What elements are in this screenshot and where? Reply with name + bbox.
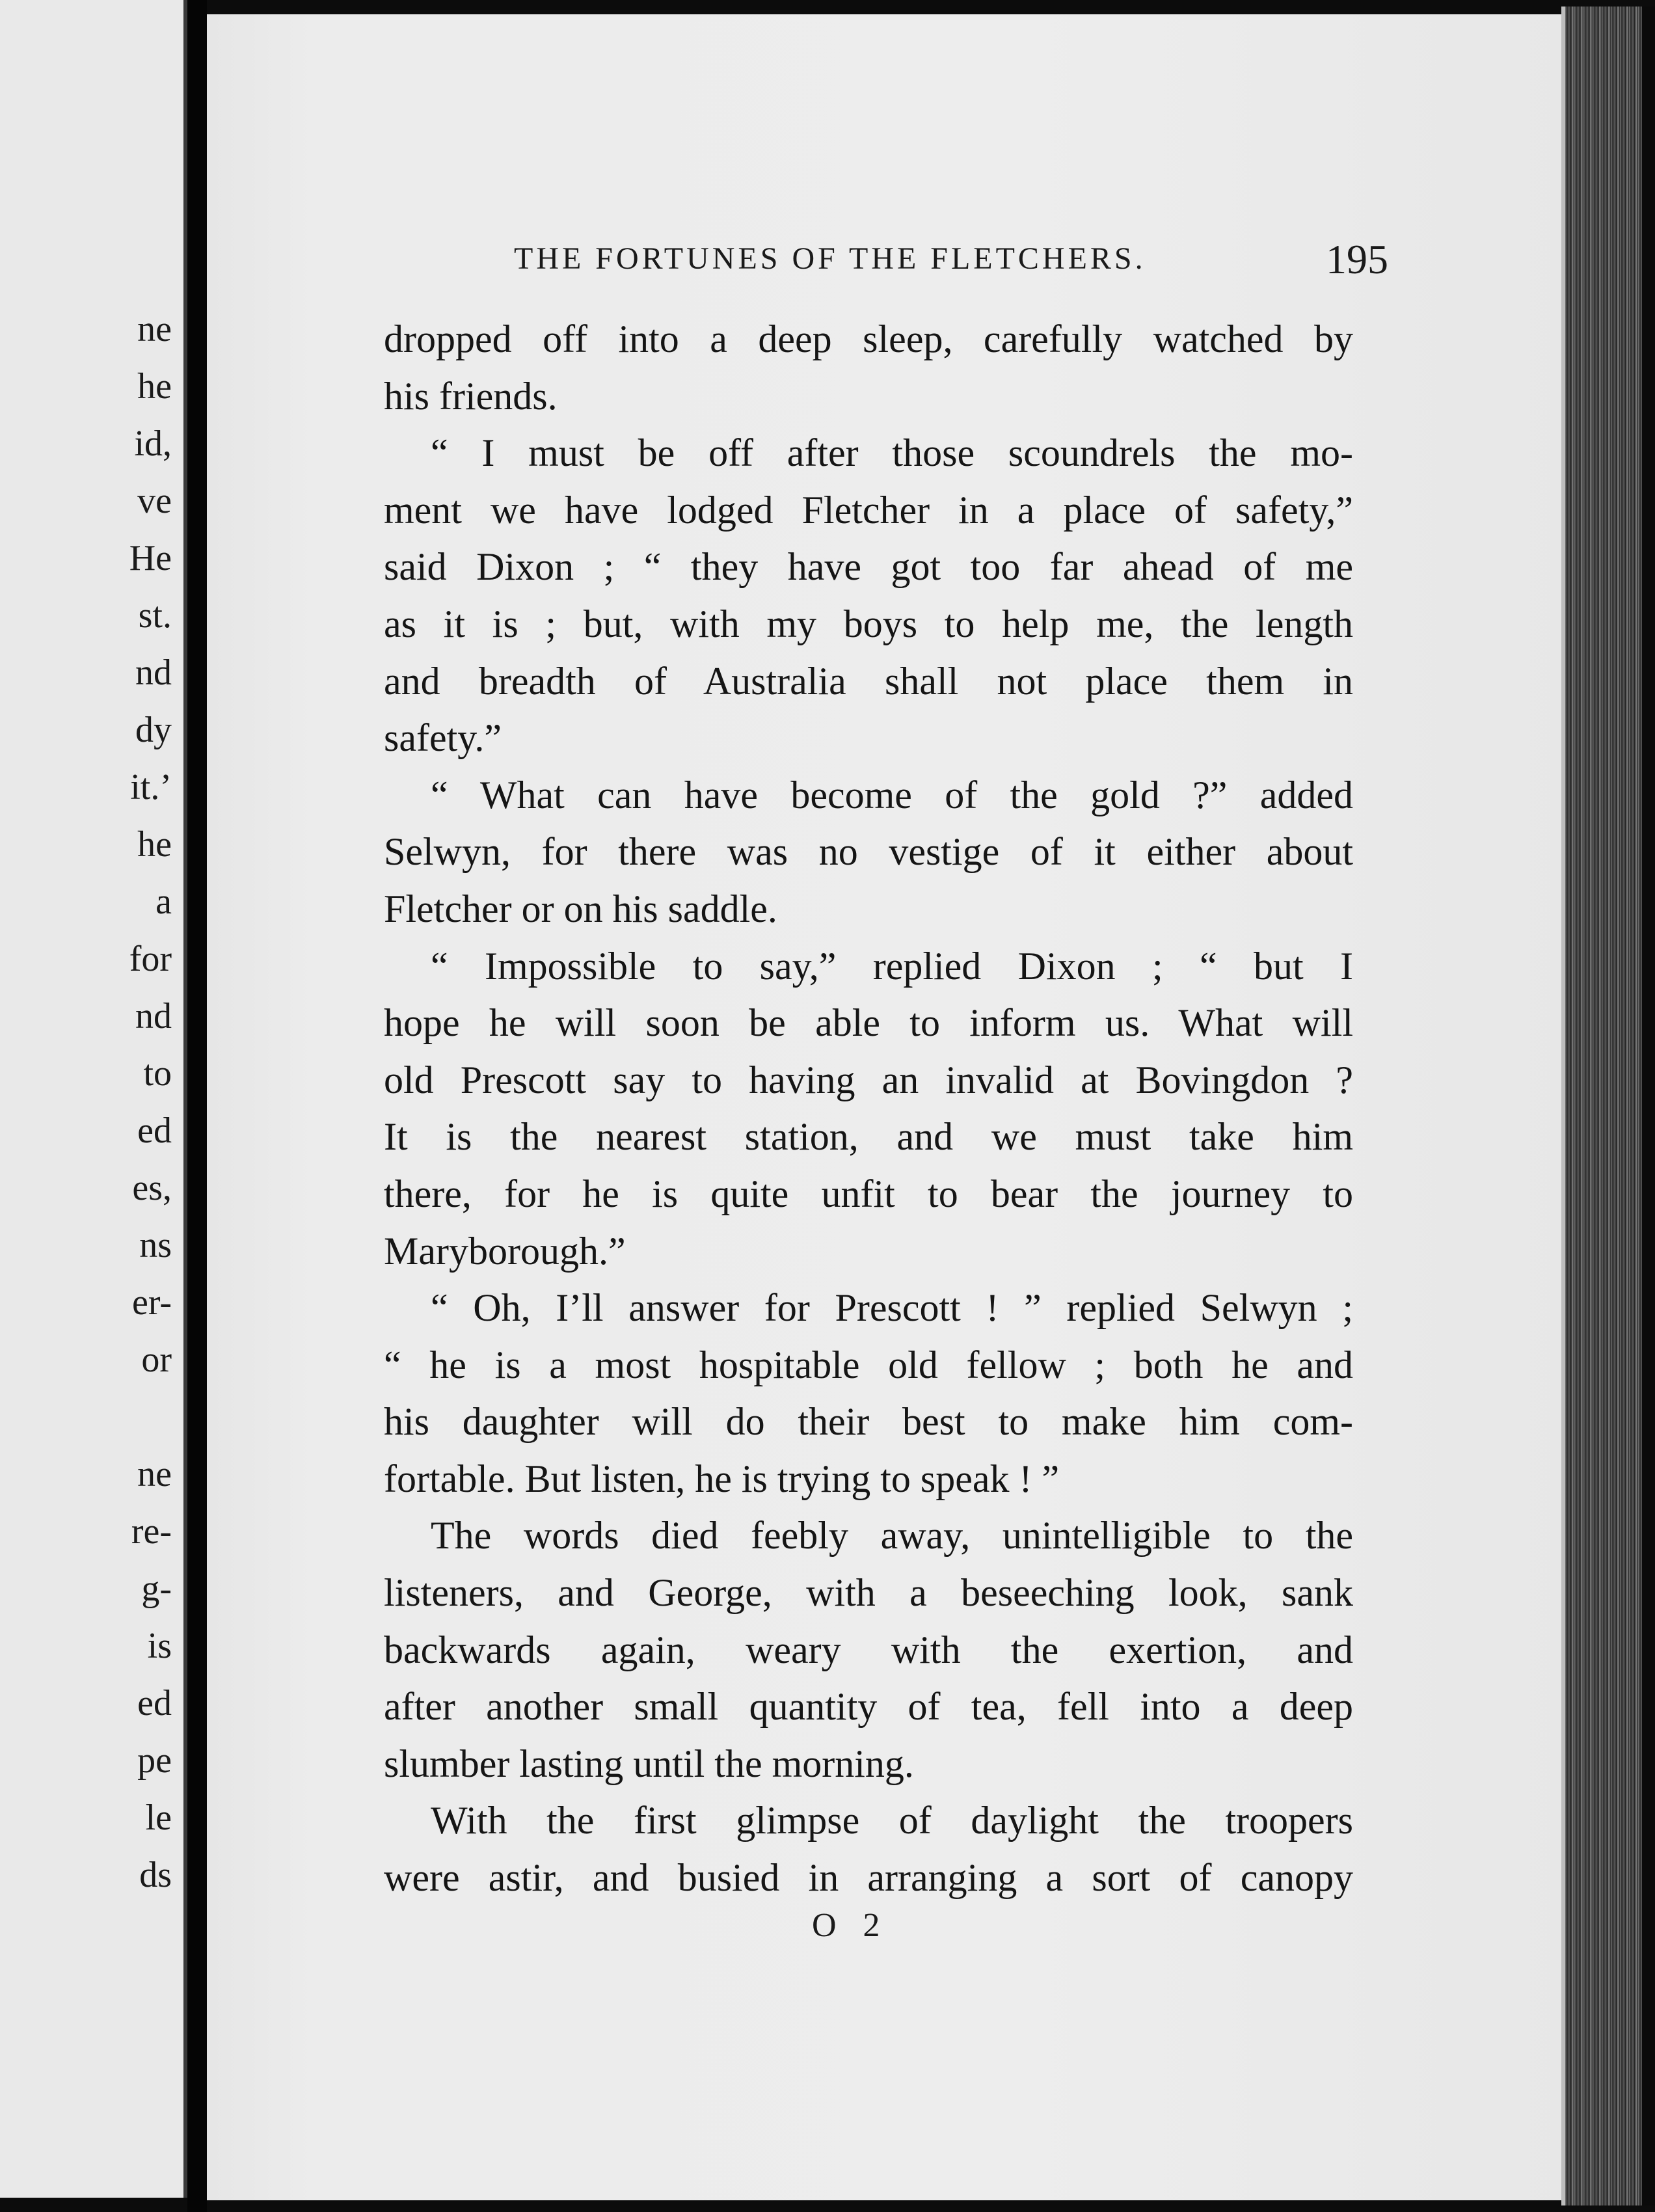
left-fragment: id,: [134, 424, 172, 464]
text-line: “ Oh, I’ll answer for Prescott ! ” replied Selwyn ;: [431, 1286, 1353, 1330]
left-fragment: ns: [139, 1225, 172, 1265]
left-fragment: ve: [137, 481, 172, 521]
book-gutter: [187, 0, 207, 2212]
left-fragment: ne: [137, 309, 172, 349]
text-line: ment we have lodged Fletcher in a place of safety,”: [384, 488, 1353, 532]
text-line: listeners, and George, with a beseeching look, sank: [384, 1571, 1353, 1615]
left-fragment: to: [143, 1053, 172, 1094]
text-line: and breadth of Australia shall not place them in: [384, 659, 1353, 703]
left-fragment: le: [145, 1798, 172, 1838]
left-fragment: he: [137, 366, 172, 407]
text-line: It is the nearest station, and we must take him: [384, 1115, 1353, 1159]
left-fragment: it.’: [130, 767, 172, 807]
text-line: Selwyn, for there was no vestige of it either about: [384, 830, 1353, 874]
left-fragment: st.: [138, 595, 172, 636]
left-fragment: nd: [135, 653, 172, 693]
left-fragment: g-: [141, 1569, 172, 1609]
left-fragment: er-: [131, 1282, 172, 1323]
left-fragment: ed: [137, 1111, 172, 1151]
text-line: dropped off into a deep sleep, carefully watched by: [384, 317, 1353, 360]
text-line: there, for he is quite unfit to bear the journey to: [384, 1172, 1353, 1215]
text-line: Maryborough.”: [384, 1229, 626, 1273]
left-fragment: or: [141, 1340, 172, 1380]
text-line: slumber lasting until the morning.: [384, 1742, 914, 1785]
left-fragment: is: [147, 1626, 172, 1666]
text-line: fortable. But listen, he is trying to speak ! ”: [384, 1457, 1060, 1500]
page-number: 195: [1326, 236, 1388, 282]
text-line: Fletcher or on his saddle.: [384, 887, 777, 930]
text-line: backwards again, weary with the exertion, and: [384, 1628, 1353, 1671]
left-fragment: es,: [132, 1168, 172, 1208]
left-fragment: for: [129, 939, 172, 979]
text-line: With the first glimpse of daylight the troopers: [431, 1799, 1353, 1842]
left-fragment: He: [129, 538, 172, 578]
left-fragment: pe: [137, 1740, 172, 1781]
page-edges: [1561, 7, 1655, 2205]
text-line: old Prescott say to having an invalid at Bovingdon ?: [384, 1058, 1353, 1101]
left-fragment: nd: [135, 996, 172, 1036]
running-head: THE FORTUNES OF THE FLETCHERS.: [514, 241, 1146, 276]
text-line: safety.”: [384, 716, 502, 760]
text-line: said Dixon ; “ they have got too far ahead of me: [384, 545, 1353, 589]
signature-mark: O 2: [812, 1907, 889, 1944]
left-fragment: ed: [137, 1683, 172, 1723]
text-line: hope he will soon be able to inform us. What will: [384, 1001, 1353, 1045]
text-line: The words died feebly away, unintelligible to the: [431, 1514, 1353, 1558]
left-fragment: re-: [131, 1511, 172, 1552]
text-line: “ I must be off after those scoundrels the mo-: [431, 431, 1353, 475]
text-line: as it is ; but, with my boys to help me, the length: [384, 602, 1353, 645]
text-line: “ he is a most hospitable old fellow ; both he and: [384, 1343, 1353, 1386]
text-line: were astir, and busied in arranging a sort of canopy: [384, 1856, 1353, 1900]
body-text: [384, 311, 1353, 1907]
text-line: after another small quantity of tea, fell into a deep: [384, 1685, 1353, 1729]
text-line: his friends.: [384, 374, 558, 418]
text-line: “ What can have become of the gold ?” added: [431, 773, 1353, 816]
facing-page-left: [0, 0, 187, 2198]
text-line: his daughter will do their best to make him com-: [384, 1400, 1353, 1444]
left-fragment: ne: [137, 1454, 172, 1494]
left-fragment: dy: [135, 710, 172, 750]
text-line: “ Impossible to say,” replied Dixon ; “ but I: [431, 944, 1353, 988]
left-fragment: he: [137, 824, 172, 865]
left-fragment: a: [155, 882, 172, 922]
left-fragment: ds: [139, 1855, 172, 1895]
